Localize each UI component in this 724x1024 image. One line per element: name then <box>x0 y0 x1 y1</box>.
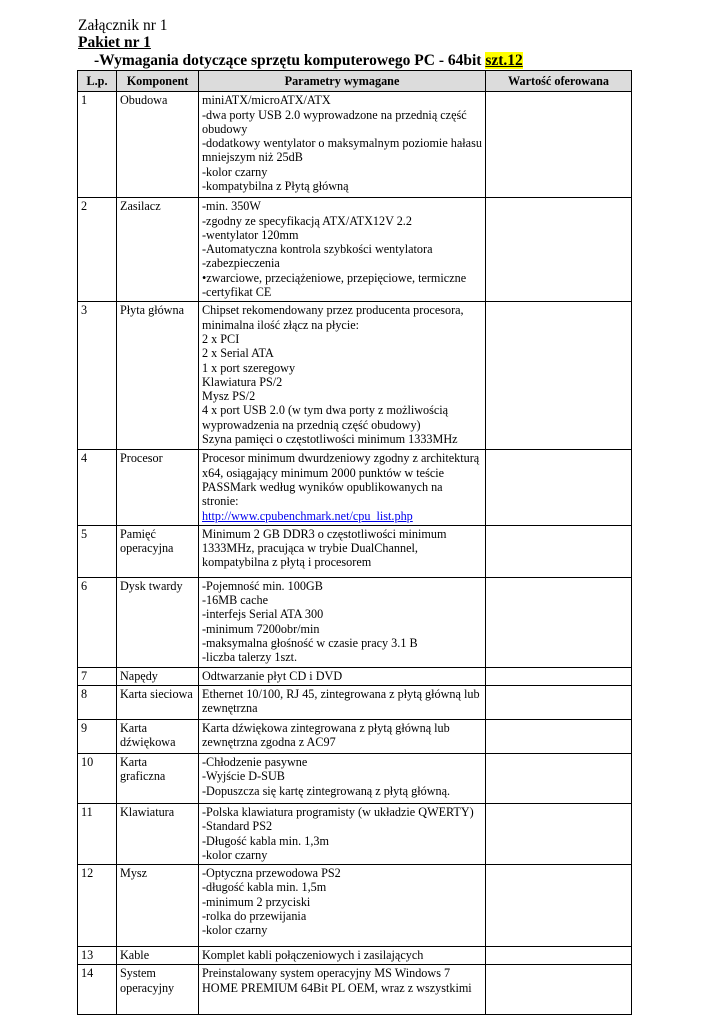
table-header-row <box>78 71 632 92</box>
param-line: -16MB cache <box>202 593 268 608</box>
cell-lp: 1 <box>78 92 117 198</box>
cell-offered-value[interactable] <box>486 577 632 667</box>
cell-offered-value[interactable] <box>486 450 632 525</box>
table-row <box>78 525 632 577</box>
param-line: -rolka do przewijania <box>202 909 307 924</box>
cell-params <box>199 947 486 965</box>
param-line: -minimum 7200obr/min <box>202 621 320 636</box>
param-line: -Dopuszcza się kartę zintegrowaną z płytą główną. <box>202 783 451 798</box>
cell-params <box>199 719 486 753</box>
table-row <box>78 667 632 685</box>
param-line: -Chłodzenie pasywne <box>202 754 308 769</box>
table-row <box>78 865 632 947</box>
param-line: -Wyjście D-SUB <box>202 769 285 784</box>
param-line: Klawiatura PS/2 <box>202 374 283 389</box>
cell-component: Karta sieciowa <box>117 685 199 719</box>
param-line: Ethernet 10/100, RJ 45, zintegrowana z płytą główną lub zewnętrzna <box>202 686 480 716</box>
cell-component: Obudowa <box>117 92 199 198</box>
cell-component: Płyta główna <box>117 302 199 450</box>
param-line: Odtwarzanie płyt CD i DVD <box>202 668 343 683</box>
cell-component: Kable <box>117 947 199 965</box>
requirements-title <box>94 52 523 70</box>
param-line: Procesor minimum dwurdzeniowy zgodny z architekturą x64, osiągający minimum 2000 punktów w teście PASSMark według wyników opublikowanych na stronie: <box>202 451 480 509</box>
cell-offered-value[interactable] <box>486 803 632 864</box>
cell-component: Pamięć operacyjna <box>117 525 199 577</box>
param-line: -certyfikat CE <box>202 285 272 300</box>
table-row <box>78 198 632 302</box>
attachment-label: Załącznik nr 1 <box>78 17 168 34</box>
table-row <box>78 965 632 1015</box>
requirements-title-text: -Wymagania dotyczące sprzętu komputerowego PC - 64bit <box>94 52 486 69</box>
param-line: -minimum 2 przyciski <box>202 894 311 909</box>
cell-params <box>199 803 486 864</box>
param-line: -interfejs Serial ATA 300 <box>202 607 324 622</box>
param-line: -Polska klawiatura programisty (w układzie QWERTY) <box>202 804 474 819</box>
param-line: •zwarciowe, przeciążeniowe, przepięciowe, termiczne <box>202 270 467 285</box>
param-line: -Długość kabla min. 1,3m <box>202 833 329 848</box>
cell-params <box>199 450 486 525</box>
param-line: 1 x port szeregowy <box>202 360 296 375</box>
cell-component: Karta dźwiękowa <box>117 719 199 753</box>
param-line: -dodatkowy wentylator o maksymalnym poziomie hałasu mniejszym niż 25dB <box>202 136 482 165</box>
param-line: -min. 350W <box>202 199 261 214</box>
cell-component: Zasilacz <box>117 198 199 302</box>
table-row <box>78 685 632 719</box>
param-line: miniATX/microATX/ATX <box>202 93 331 108</box>
param-line: -wentylator 120mm <box>202 227 299 242</box>
column-header-component: Komponent <box>117 71 199 92</box>
requirements-table <box>77 70 632 1015</box>
param-line: -zgodny ze specyfikacją ATX/ATX12V 2.2 <box>202 213 412 228</box>
param-line: Szyna pamięci o częstotliwości minimum 1333MHz <box>202 432 458 447</box>
cell-offered-value[interactable] <box>486 525 632 577</box>
cell-lp: 5 <box>78 525 117 577</box>
cell-component: Napędy <box>117 667 199 685</box>
cell-component: Karta graficzna <box>117 753 199 803</box>
param-line: 2 x PCI <box>202 331 240 346</box>
param-line: -Pojemność min. 100GB <box>202 578 323 593</box>
cell-component: Mysz <box>117 865 199 947</box>
param-line: -Optyczna przewodowa PS2 <box>202 866 341 881</box>
table-row <box>78 803 632 864</box>
cell-offered-value[interactable] <box>486 753 632 803</box>
cell-lp: 2 <box>78 198 117 302</box>
cell-component: Dysk twardy <box>117 577 199 667</box>
param-line: -liczba talerzy 1szt. <box>202 650 298 665</box>
cell-offered-value[interactable] <box>486 685 632 719</box>
column-header-lp: L.p. <box>78 71 117 92</box>
column-header-offered: Wartość oferowana <box>486 71 632 92</box>
cell-params <box>199 198 486 302</box>
table-row <box>78 947 632 965</box>
param-line: -kompatybilna z Płytą główną <box>202 179 349 194</box>
param-line: -Automatyczna kontrola szybkości wentylatora <box>202 242 433 257</box>
param-line: Chipset rekomendowany przez producenta procesora, minimalna ilość złącz na płycie: <box>202 303 464 332</box>
package-label: Pakiet nr 1 <box>78 34 151 51</box>
param-line: -maksymalna głośność w czasie pracy 3.1 B <box>202 636 418 651</box>
cell-params <box>199 667 486 685</box>
param-line: -zabezpieczenia <box>202 256 280 271</box>
cell-lp: 7 <box>78 667 117 685</box>
cell-lp: 8 <box>78 685 117 719</box>
cell-lp: 9 <box>78 719 117 753</box>
cell-params <box>199 753 486 803</box>
cell-params <box>199 302 486 450</box>
cell-params <box>199 865 486 947</box>
cell-offered-value[interactable] <box>486 302 632 450</box>
cell-lp: 6 <box>78 577 117 667</box>
param-line: Mysz PS/2 <box>202 389 256 404</box>
table-row <box>78 753 632 803</box>
cell-lp: 10 <box>78 753 117 803</box>
cell-lp: 14 <box>78 965 117 1015</box>
cell-offered-value[interactable] <box>486 947 632 965</box>
column-header-params: Parametry wymagane <box>199 71 486 92</box>
cell-offered-value[interactable] <box>486 719 632 753</box>
cell-lp: 3 <box>78 302 117 450</box>
param-line: -kolor czarny <box>202 923 268 938</box>
param-line: -kolor czarny <box>202 164 268 179</box>
cell-params <box>199 965 486 1015</box>
cell-params <box>199 685 486 719</box>
cell-offered-value[interactable] <box>486 965 632 1015</box>
cell-params <box>199 525 486 577</box>
cell-lp: 12 <box>78 865 117 947</box>
cpubenchmark-link[interactable]: http://www.cpubenchmark.net/cpu_list.php <box>202 508 413 523</box>
param-line: 2 x Serial ATA <box>202 346 274 361</box>
cell-offered-value[interactable] <box>486 865 632 947</box>
quantity-highlight: szt.12 <box>485 52 523 69</box>
table-body <box>78 92 632 1015</box>
param-line: -Standard PS2 <box>202 819 273 834</box>
table-row <box>78 302 632 450</box>
param-line: Komplet kabli połączeniowych i zasilających <box>202 948 424 963</box>
cell-params <box>199 92 486 198</box>
cell-lp: 13 <box>78 947 117 965</box>
table-row <box>78 577 632 667</box>
table-row <box>78 92 632 198</box>
cell-component: Klawiatura <box>117 803 199 864</box>
table-row <box>78 450 632 525</box>
param-line: Minimum 2 GB DDR3 o częstotliwości minimum 1333MHz, pracująca w trybie DualChannel, kompatybilna z płytą i procesorem <box>202 526 447 570</box>
param-line: -kolor czarny <box>202 847 268 862</box>
cell-offered-value[interactable] <box>486 92 632 198</box>
cell-component: System operacyjny <box>117 965 199 1015</box>
cell-offered-value[interactable] <box>486 667 632 685</box>
param-line: Karta dźwiękowa zintegrowana z płytą główną lub zewnętrzna zgodna z AC97 <box>202 720 450 750</box>
param-line: Preinstalowany system operacyjny MS Windows 7 HOME PREMIUM 64Bit PL OEM, wraz z wszystkimi <box>202 966 472 995</box>
table-row <box>78 719 632 753</box>
cell-lp: 4 <box>78 450 117 525</box>
param-line: -długość kabla min. 1,5m <box>202 880 327 895</box>
cell-offered-value[interactable] <box>486 198 632 302</box>
cell-lp: 11 <box>78 803 117 864</box>
param-line: -dwa porty USB 2.0 wyprowadzone na przednią część obudowy <box>202 107 467 136</box>
param-line: 4 x port USB 2.0 (w tym dwa porty z możliwością wyprowadzenia na przednią część obudowy) <box>202 403 449 432</box>
cell-component: Procesor <box>117 450 199 525</box>
cell-params <box>199 577 486 667</box>
